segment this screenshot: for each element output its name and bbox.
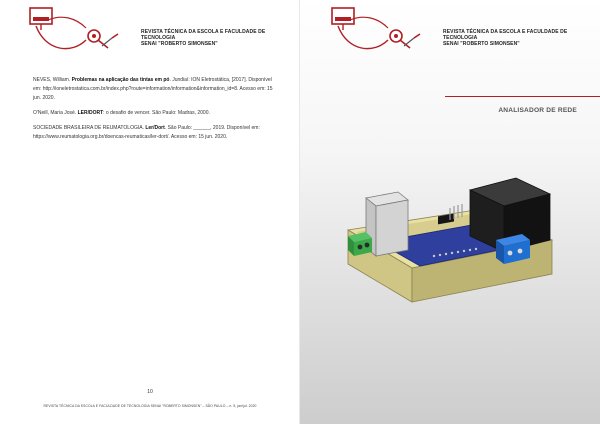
reference-item: O'Neill, Maria José. LER/DORT: o desafio de vencer. São Paulo: Madras, 2000. bbox=[33, 110, 210, 116]
transformer-block bbox=[366, 192, 408, 256]
journal-header-line2: SENAI "ROBERTO SIMONSEN" bbox=[443, 41, 520, 47]
right-page bbox=[300, 0, 600, 424]
section-rule bbox=[445, 96, 600, 97]
reference-list bbox=[33, 76, 273, 148]
journal-header bbox=[141, 29, 291, 47]
journal-header-line1: REVISTA TÉCNICA DA ESCOLA E FACULDADE DE TECNOLOGIA bbox=[141, 29, 266, 41]
journal-header bbox=[443, 29, 593, 47]
reference-item: SOCIEDADE BRASILEIRA DE REUMATOLOGIA. Ler/Dort. São Paulo: ______, 2019. Disponível em: https://www.reumatologia.org.br/doencas-reumaticas/ler-dort/. Acesso em: 15 jun. 2020. bbox=[33, 125, 260, 140]
reference-item: NEVES, William. Problemas na aplicação das tintas em pó. Jundiaí: ION Eletrostática, [2017]. Disponível em: http://ioneletrostatica.com.br/index.php?route=information/information&information_id=8. Acesso em: 15 jun. 2020. bbox=[33, 77, 273, 101]
senai-logo-icon bbox=[330, 6, 426, 58]
page-footer: REVISTA TÉCNICA DA ESCOLA E FACULDADE DE TECNOLOGIA SENAI "ROBERTO SIMONSEN" – SÃO PAULO – n. 5, jan/jul. 2020 bbox=[43, 404, 257, 408]
page-number: 10 bbox=[147, 389, 153, 395]
network-analyzer-3d-render bbox=[338, 170, 568, 330]
journal-header-line2: SENAI "ROBERTO SIMONSEN" bbox=[141, 41, 218, 47]
journal-header-line1: REVISTA TÉCNICA DA ESCOLA E FACULDADE DE TECNOLOGIA bbox=[443, 29, 568, 41]
senai-logo-icon bbox=[28, 6, 124, 58]
section-title: ANALISADOR DE REDE bbox=[498, 107, 577, 114]
green-terminal-block bbox=[348, 232, 372, 256]
